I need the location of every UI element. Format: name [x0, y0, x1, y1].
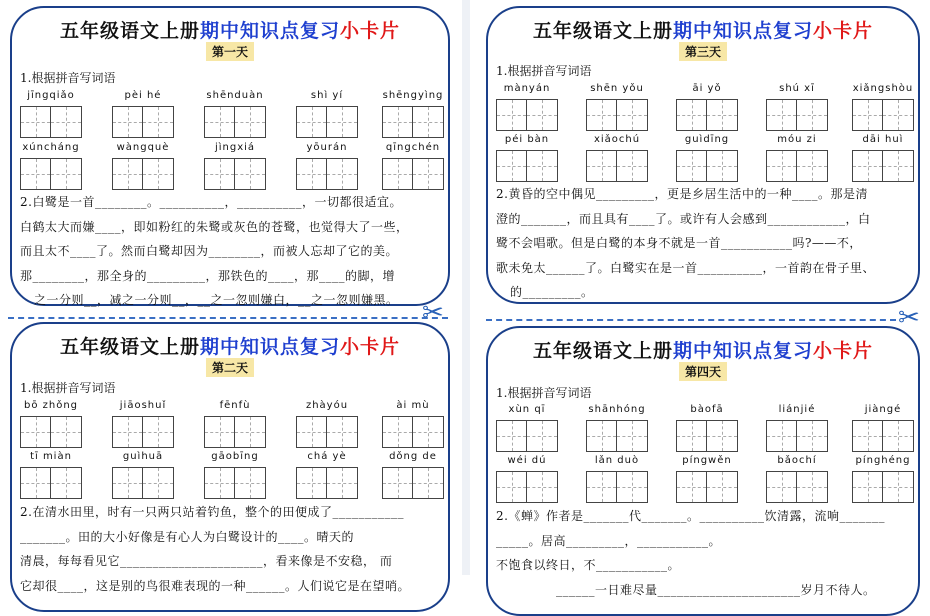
writing-box: [382, 158, 413, 190]
pinyin-group: xúncháng: [20, 142, 82, 190]
card-day-4: [486, 326, 920, 616]
fill-in-paragraph: 2.白鹭是一首________。__________，__________，一切都很适宜。 白鹤太大而嫌____，即如粉红的朱鹭或灰色的苍鹭，也觉得大了一些， 而且太不____了。然而白鹭却因为________，而被人忘却了它的美。 那________，那全身的_________，那铁色的____，那____的脚，增 之一分则__，减之一分则__，__之一忽则嫌白，__之一忽则嫌黑。: [20, 195, 409, 307]
pinyin-group: wéi dú: [496, 455, 558, 503]
writing-box: [766, 471, 797, 503]
writing-box: [204, 106, 235, 138]
writing-box: [496, 420, 527, 452]
writing-box: [527, 99, 558, 131]
writing-box: [382, 467, 413, 499]
pinyin-group: péi bàn: [496, 134, 558, 182]
writing-box: [797, 420, 828, 452]
writing-box: [143, 467, 174, 499]
day-label: 第二天: [206, 358, 254, 377]
writing-box: [382, 416, 413, 448]
fill-in-paragraph: 2.黄昏的空中偶见_________，更是乡居生活中的一种____。那是清 澄的_______，而且具有____了。或许有人会感到____________，白 鹭不会唱歌。但是白鹭的本身不就是一首___________吗?——不， 歌未免太______了。白鹭实在是一首__________，一首韵在骨子里、 的_________。: [496, 187, 876, 299]
pinyin-group: shēngyìng: [382, 90, 444, 138]
card-title: 五年级语文上册期中知识点复习小卡片: [532, 20, 874, 42]
writing-box: [204, 416, 235, 448]
writing-box: [676, 150, 707, 182]
pinyin-row: [20, 451, 440, 503]
cut-line: [8, 317, 448, 319]
writing-box: [327, 416, 358, 448]
writing-box: [143, 416, 174, 448]
writing-box: [586, 150, 617, 182]
pinyin-row: [20, 90, 444, 142]
writing-box: [496, 99, 527, 131]
pinyin-group: shānhóng: [586, 404, 648, 452]
writing-box: [852, 471, 883, 503]
card-day-2: [10, 322, 450, 612]
writing-box: [766, 150, 797, 182]
pinyin-group: zhàyóu: [296, 400, 358, 448]
writing-box: [296, 106, 327, 138]
fill-in-paragraph: 2.在清水田里，时有一只两只站着钓鱼，整个的田便成了___________ _______。田的大小好像是有心人为白鹭设计的____。晴天的 清晨，每每看见它______________________，看来像是不安稳， 而 它却很____，这是别的鸟很难表现的一种______。人们说它是在望哨。: [20, 505, 411, 593]
pinyin-group: liánjié: [766, 404, 828, 452]
writing-box: [413, 467, 444, 499]
pinyin-group: chá yè: [296, 451, 358, 499]
section-heading: 1.根据拼音写词语: [20, 381, 116, 395]
pinyin-group: tī miàn: [20, 451, 82, 499]
writing-box: [20, 106, 51, 138]
pinyin-row: [496, 83, 914, 135]
pinyin-group: bàofā: [676, 404, 738, 452]
pinyin-group: yōurán: [296, 142, 358, 190]
center-divider: [462, 0, 470, 575]
pinyin-group: pèi hé: [112, 90, 174, 138]
section-heading: 1.根据拼音写词语: [496, 386, 592, 400]
pinyin-group: xiǎochú: [586, 134, 648, 182]
pinyin-group: wàngquè: [112, 142, 174, 190]
card-title: 五年级语文上册期中知识点复习小卡片: [532, 340, 874, 362]
writing-box: [527, 150, 558, 182]
pinyin-row: [496, 455, 910, 507]
card-day-1: [10, 6, 450, 306]
pinyin-group: móu zi: [766, 134, 828, 182]
pinyin-group: xùn qī: [496, 404, 558, 452]
pinyin-group: xiǎngshòu: [852, 83, 914, 131]
writing-box: [617, 150, 648, 182]
writing-box: [676, 99, 707, 131]
pinyin-group: āi yǒ: [676, 83, 738, 131]
writing-box: [676, 420, 707, 452]
writing-box: [617, 99, 648, 131]
writing-box: [413, 416, 444, 448]
pinyin-group: lǎn duò: [586, 455, 648, 503]
pinyin-group: mànyán: [496, 83, 558, 131]
writing-box: [112, 416, 143, 448]
writing-box: [51, 106, 82, 138]
writing-box: [296, 158, 327, 190]
section-heading: 1.根据拼音写词语: [496, 64, 592, 78]
writing-box: [112, 106, 143, 138]
card-title: 五年级语文上册期中知识点复习小卡片: [59, 336, 401, 358]
pinyin-row: [20, 400, 440, 452]
cut-line: [486, 319, 896, 321]
pinyin-group: guìdīng: [676, 134, 738, 182]
pinyin-group: shēnduàn: [204, 90, 266, 138]
pinyin-group: gāobīng: [204, 451, 266, 499]
writing-box: [382, 106, 413, 138]
writing-box: [586, 420, 617, 452]
day-label: 第三天: [679, 42, 727, 61]
writing-box: [766, 420, 797, 452]
pinyin-group: bǎochí: [766, 455, 828, 503]
writing-box: [112, 158, 143, 190]
writing-box: [327, 106, 358, 138]
pinyin-group: shú xī: [766, 83, 828, 131]
writing-box: [707, 420, 738, 452]
writing-box: [235, 158, 266, 190]
pinyin-row: [496, 134, 910, 186]
writing-box: [204, 158, 235, 190]
writing-box: [413, 106, 444, 138]
writing-box: [496, 471, 527, 503]
section-heading: 1.根据拼音写词语: [20, 71, 116, 85]
writing-box: [51, 158, 82, 190]
writing-box: [797, 471, 828, 503]
writing-box: [296, 416, 327, 448]
writing-box: [51, 467, 82, 499]
writing-box: [707, 99, 738, 131]
writing-box: [883, 420, 914, 452]
writing-box: [586, 471, 617, 503]
pinyin-group: jiāoshuǐ: [112, 400, 174, 448]
writing-box: [20, 416, 51, 448]
pinyin-group: qīngchén: [382, 142, 444, 190]
pinyin-group: jīngqiǎo: [20, 90, 82, 138]
writing-box: [496, 150, 527, 182]
writing-box: [766, 99, 797, 131]
card-title: 五年级语文上册期中知识点复习小卡片: [59, 20, 401, 42]
writing-box: [204, 467, 235, 499]
pinyin-group: jìngxiá: [204, 142, 266, 190]
writing-box: [617, 471, 648, 503]
writing-box: [413, 158, 444, 190]
writing-box: [143, 158, 174, 190]
writing-box: [797, 150, 828, 182]
writing-box: [852, 99, 883, 131]
writing-box: [676, 471, 707, 503]
pinyin-group: jiàngé: [852, 404, 914, 452]
writing-box: [235, 106, 266, 138]
writing-box: [797, 99, 828, 131]
pinyin-group: píngwěn: [676, 455, 738, 503]
pinyin-row: [496, 404, 910, 456]
writing-box: [20, 467, 51, 499]
writing-box: [51, 416, 82, 448]
pinyin-group: shì yí: [296, 90, 358, 138]
writing-box: [707, 150, 738, 182]
pinyin-group: guìhuā: [112, 451, 174, 499]
writing-box: [852, 150, 883, 182]
writing-box: [883, 99, 914, 131]
writing-box: [586, 99, 617, 131]
writing-box: [112, 467, 143, 499]
pinyin-group: fēnfù: [204, 400, 266, 448]
pinyin-group: ài mù: [382, 400, 444, 448]
writing-box: [235, 416, 266, 448]
writing-box: [296, 467, 327, 499]
pinyin-group: bō zhǒng: [20, 400, 82, 448]
writing-box: [20, 158, 51, 190]
pinyin-group: dāi huì: [852, 134, 914, 182]
day-label: 第四天: [679, 362, 727, 381]
card-day-3: [486, 6, 920, 304]
writing-box: [327, 467, 358, 499]
writing-box: [143, 106, 174, 138]
pinyin-row: [20, 142, 440, 194]
writing-box: [883, 150, 914, 182]
scissors-icon: ✂: [422, 298, 444, 328]
scissors-icon: ✂: [898, 303, 920, 333]
day-label: 第一天: [206, 42, 254, 61]
fill-in-paragraph: 2.《蝉》作者是_______代_______。__________饮清露，流响_______ _____。居高_________，___________。 不饱食以终日，不___________。 ______一日难尽量______________________岁月不待人。: [496, 509, 885, 597]
writing-box: [883, 471, 914, 503]
writing-box: [527, 471, 558, 503]
writing-box: [235, 467, 266, 499]
writing-box: [527, 420, 558, 452]
writing-box: [617, 420, 648, 452]
pinyin-group: pínghéng: [852, 455, 914, 503]
pinyin-group: dǒng de: [382, 451, 444, 499]
pinyin-group: shēn yǒu: [586, 83, 648, 131]
writing-box: [707, 471, 738, 503]
writing-box: [327, 158, 358, 190]
writing-box: [852, 420, 883, 452]
